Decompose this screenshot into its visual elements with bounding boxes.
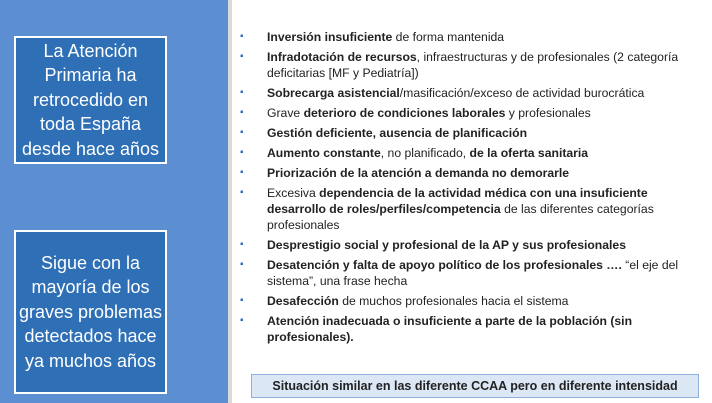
square-bullet-icon: ▪ — [240, 187, 244, 198]
problem-item — [240, 49, 706, 81]
square-bullet-icon: ▪ — [240, 147, 244, 158]
problem-text: de las diferentes categorías profesionales — [267, 202, 654, 232]
statement-box-retroceso — [14, 36, 167, 164]
problem-item — [240, 85, 706, 101]
problem-item — [240, 185, 706, 233]
problem-text: Grave — [267, 106, 304, 120]
statement-box-problemas — [14, 230, 167, 394]
square-bullet-icon: ▪ — [240, 315, 244, 326]
problem-item — [240, 145, 706, 161]
problem-item — [240, 29, 706, 45]
footer-text: Situación similar en las diferente CCAA pero en diferente intensidad — [272, 379, 678, 393]
panel-divider — [228, 0, 232, 403]
problem-text-bold: deterioro de condiciones laborales — [303, 106, 506, 120]
problem-text-bold: Desatención y falta de apoyo político de los profesionales …. — [267, 258, 622, 272]
problem-text: de muchos profesionales hacia el sistema — [338, 294, 569, 308]
problem-item — [240, 293, 706, 309]
square-bullet-icon: ▪ — [240, 107, 244, 118]
square-bullet-icon: ▪ — [240, 295, 244, 306]
footer-box — [251, 374, 699, 398]
problem-text: de forma mantenida — [392, 30, 505, 44]
problem-text-bold: dependencia de la actividad médica con una insuficiente desarrollo de roles/perfiles/competencia — [267, 186, 648, 216]
problem-item — [240, 165, 706, 181]
statement-text-retroceso: La Atención Primaria ha retrocedido en toda España desde hace años — [21, 40, 160, 159]
problem-text-bold: Sobrecarga asistencial — [267, 86, 400, 100]
problem-text-bold: Infradotación de recursos — [267, 50, 417, 64]
problem-text-bold: Gestión deficiente, ausencia de planificación — [267, 126, 528, 140]
problem-text-bold: Desafección — [267, 294, 339, 308]
problem-item — [240, 257, 706, 289]
square-bullet-icon: ▪ — [240, 167, 244, 178]
problem-text-bold: Priorización de la atención a demanda no demorarle — [267, 166, 570, 180]
problem-text-bold: Inversión insuficiente — [267, 30, 393, 44]
square-bullet-icon: ▪ — [240, 127, 244, 138]
statement-text-problemas: Sigue con la mayoría de los graves problemas detectados hace ya muchos años — [18, 252, 163, 371]
square-bullet-icon: ▪ — [240, 239, 244, 250]
problem-text-bold: Atención inadecuada o insuficiente a parte de la población (sin profesionales). — [267, 314, 633, 344]
problem-list — [240, 29, 706, 349]
problem-text: Excesiva — [267, 186, 320, 200]
problem-text: y profesionales — [505, 106, 591, 120]
square-bullet-icon: ▪ — [240, 51, 244, 62]
problem-text-bold: Desprestigio social y profesional de la AP y sus profesionales — [267, 238, 626, 252]
problem-item — [240, 105, 706, 121]
problem-item — [240, 125, 706, 141]
left-panel — [0, 0, 228, 403]
problem-text: , no planificado, — [380, 146, 470, 160]
square-bullet-icon: ▪ — [240, 31, 244, 42]
problem-item — [240, 313, 706, 345]
problem-text: “el eje del sistema”, una frase hecha — [267, 258, 679, 288]
problem-text: /masificación/exceso de actividad burocrática — [399, 86, 645, 100]
square-bullet-icon: ▪ — [240, 87, 244, 98]
square-bullet-icon: ▪ — [240, 259, 244, 270]
problem-text-bold: Aumento constante — [267, 146, 381, 160]
problem-text-bold: de la oferta sanitaria — [469, 146, 589, 160]
problem-item — [240, 237, 706, 253]
problem-text: , infraestructuras y de profesionales (2 categoría deficitarias [MF y Pediatría]) — [267, 50, 679, 80]
